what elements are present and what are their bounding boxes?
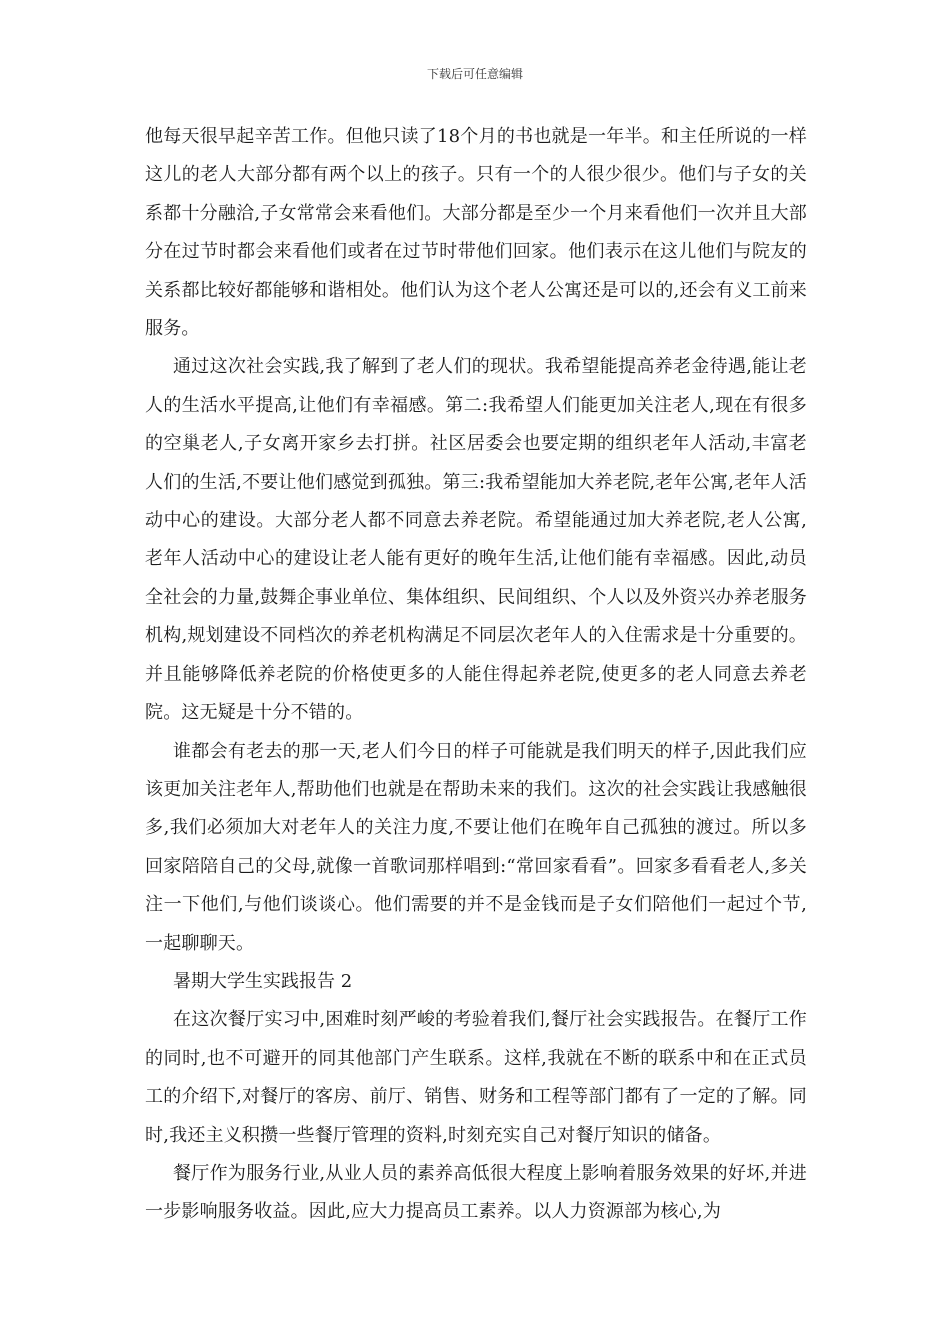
paragraph-2: 通过这次社会实践,我了解到了老人们的现状。我希望能提高养老金待遇,能让老人的生活水平提高,让他们有幸福感。第二:我希望人们能更加关注老人,现在有很多的空巢老人,子女离开家乡去打拼。社区居委会也要定期的组织老年人活动,丰富老人们的生活,不要让他们感觉到孤独。第三:我希望能加大养老院,老年公寓,老年人活动中心的建设。大部分老人都不同意去养老院。希望能通过加大养老院,老人公寓,老年人活动中心的建设让老人能有更好的晚年生活,让他们能有幸福感。因此,动员全社会的力量,鼓舞企事业单位、集体组织、民间组织、个人以及外资兴办养老服务机构,规划建设不同档次的养老机构满足不同层次老年人的入住需求是十分重要的。并且能够降低养老院的价格使更多的人能住得起养老院,使更多的老人同意去养老院。这无疑是十分不错的。: [145, 356, 807, 724]
section-paragraph-1: 在这次餐厅实习中,困难时刻严峻的考验着我们,餐厅社会实践报告。在餐厅工作的同时,也不可避开的同其他部门产生联系。这样,我就在不断的联系中和在正式员工的介绍下,对餐厅的客房、前厅、销售、财务和工程等部门都有了一定的了解。同时,我还主义积攒一些餐厅管理的资料,时刻充实自己对餐厅知识的储备。: [145, 1009, 807, 1146]
document-body: [145, 118, 807, 1232]
paragraph-3: 谁都会有老去的那一天,老人们今日的样子可能就是我们明天的样子,因此我们应该更加关注老年人,帮助他们也就是在帮助未来的我们。这次的社会实践让我感触很多,我们必须加大对老年人的关注力度,不要让他们在晚年自己孤独的渡过。所以多回家陪陪自己的父母,就像一首歌词那样唱到:“常回家看看”。回家多看看老人,多关注一下他们,与他们谈谈心。他们需要的并不是金钱而是子女们陪他们一起过个节,一起聊聊天。: [145, 740, 807, 954]
section-title: 暑期大学生实践报告 2: [173, 970, 353, 992]
paragraph-1: 他每天很早起辛苦工作。但他只读了18个月的书也就是一年半。和主任所说的一样这儿的老人大部分都有两个以上的孩子。只有一个的人很少很少。他们与子女的关系都十分融洽,子女常常会来看他们。大部分都是至少一个月来看他们一次并且大部分在过节时都会来看他们或者在过节时带他们回家。他们表示在这儿他们与院友的关系都比较好都能够和谐相处。他们认为这个老人公寓还是可以的,还会有义工前来服务。: [145, 126, 807, 340]
section-paragraph-2: 餐厅作为服务行业,从业人员的素养高低很大程度上影响着服务效果的好坏,并进一步影响服务收益。因此,应大力提高员工素养。以人力资源部为核心,为: [145, 1162, 807, 1223]
page-header-note: 下载后可任意编辑: [426, 67, 523, 81]
